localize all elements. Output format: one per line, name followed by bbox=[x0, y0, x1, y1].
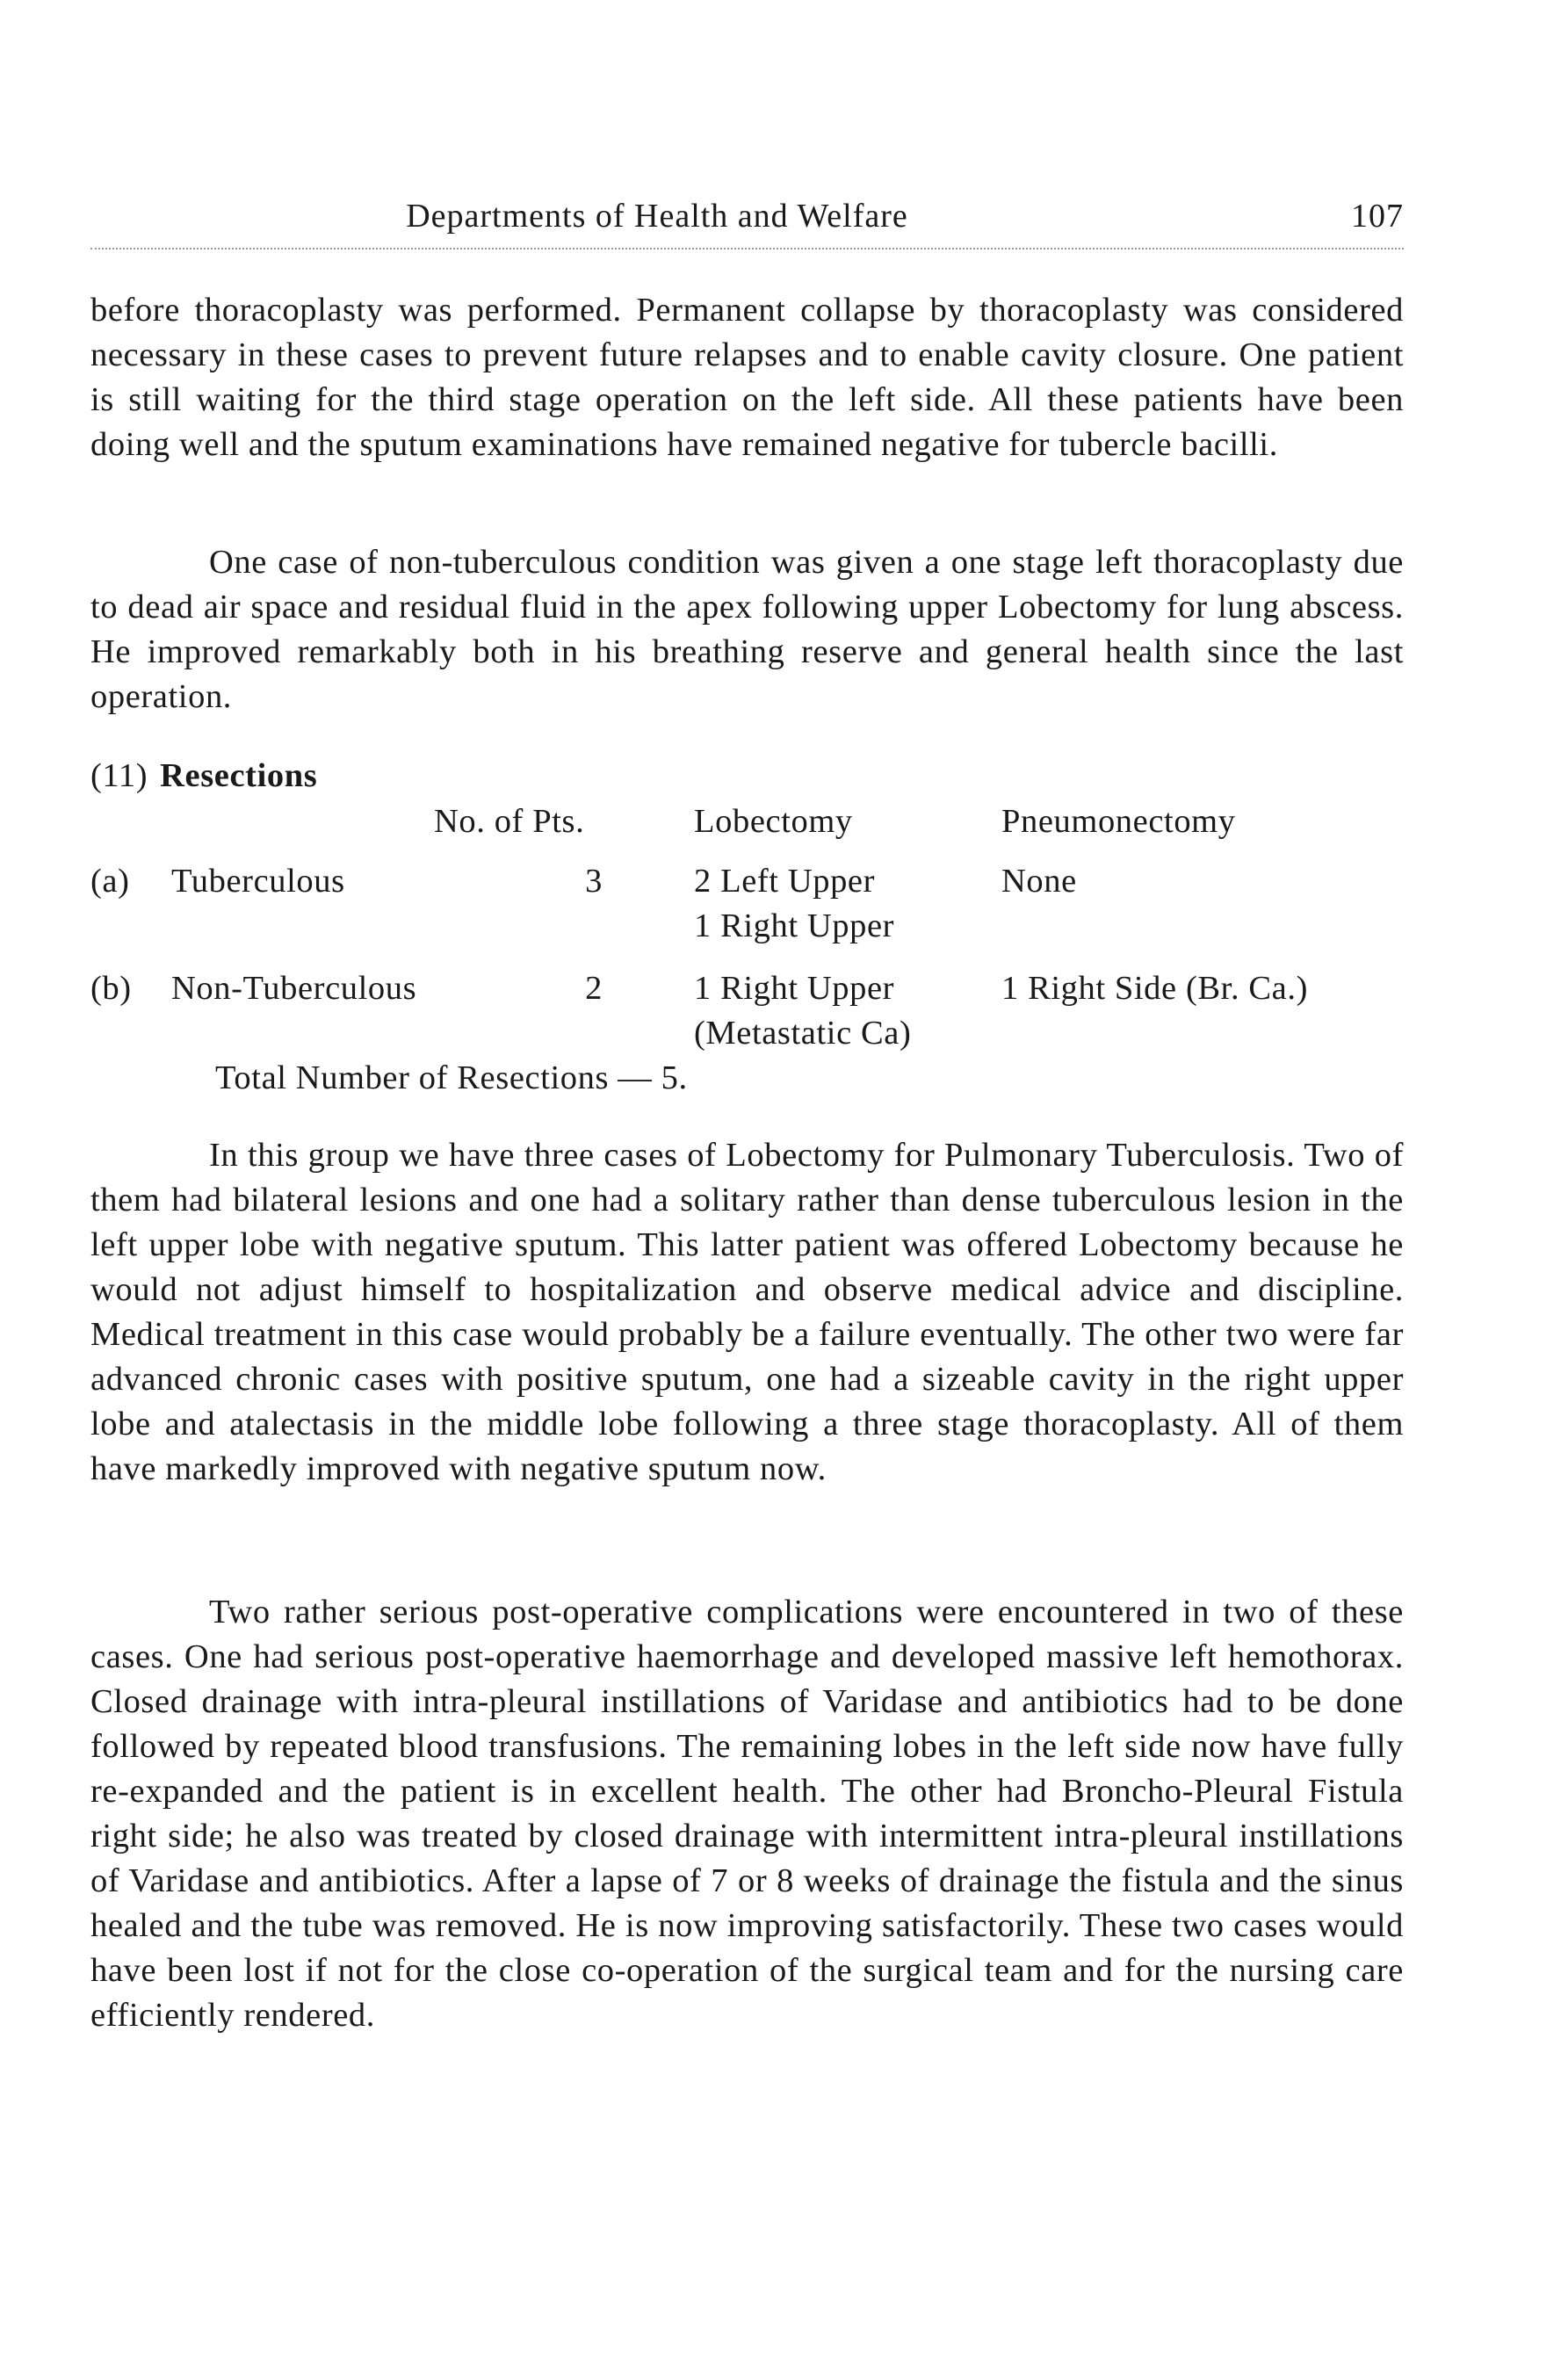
row-marker: (b) bbox=[90, 970, 132, 1007]
pneumonectomy-non-tuberculous: 1 Right Side (Br. Ca.) bbox=[1001, 970, 1309, 1007]
header-divider bbox=[90, 248, 1404, 249]
column-header-pneumonectomy: Pneumonectomy bbox=[1001, 803, 1236, 840]
paragraph-lobectomy-cases: In this group we have three cases of Lobectomy for Pulmonary Tuberculosis. Two of them had bilateral lesions and one had a solitary rather than dense tuberculous lesion in the left upper lobe with negative sputum. This latter patient was offered Lobectomy because he would not adjust himself to hospitalization and observe medical advice and discipline. Medical treatment in this case would probably be a failure eventually. The other two were far advanced chronic cases with positive sputum, one had a sizeable cavity in the right upper lobe and atalectasis in the middle lobe following a three stage thoracoplasty. All of them have markedly improved with negative sputum now. bbox=[90, 1137, 1404, 1487]
pneumonectomy-tuberculous: None bbox=[1001, 863, 1077, 900]
running-header bbox=[90, 193, 1404, 246]
lobectomy-tuberculous-line-1: 2 Left Upper bbox=[694, 863, 876, 900]
section-number: (11) bbox=[90, 757, 148, 794]
lobectomy-tuberculous-line-2: 1 Right Upper bbox=[694, 907, 895, 944]
page-number: 107 bbox=[1351, 198, 1404, 235]
row-label-tuberculous bbox=[90, 859, 345, 904]
lobectomy-non-tuberculous-line-1: 1 Right Upper bbox=[694, 970, 895, 1007]
column-header-patients: No. of Pts. bbox=[434, 803, 585, 840]
section-heading-resections bbox=[90, 754, 317, 799]
lobectomy-non-tuberculous-line-2: (Metastatic Ca) bbox=[694, 1015, 912, 1052]
row-label: Tuberculous bbox=[171, 863, 345, 900]
row-marker: (a) bbox=[90, 863, 130, 900]
running-header-title: Departments of Health and Welfare bbox=[406, 198, 908, 235]
row-label: Non-Tuberculous bbox=[171, 970, 417, 1007]
paragraph-non-tuberculous-case: One case of non-tuberculous condition was given a one stage left thoracoplasty due to dead air space and residual fluid in the apex following upper Lobectomy for lung abscess. He improved remarkably both in his breathing reserve and general health since the last operation. bbox=[90, 544, 1404, 715]
resections-total: Total Number of Resections — 5. bbox=[215, 1059, 688, 1096]
paragraph-thoracoplasty-continued: before thoracoplasty was performed. Permanent collapse by thoracoplasty was considered necessary in these cases to prevent future relapses and to enable cavity closure. One patient is still waiting for the third stage operation on the left side. All these patients have been doing well and the sputum examinations have remained negative for tubercle bacilli. bbox=[90, 292, 1404, 463]
row-label-non-tuberculous bbox=[90, 966, 416, 1011]
column-header-lobectomy: Lobectomy bbox=[694, 803, 853, 840]
patients-count-tuberculous: 3 bbox=[585, 863, 603, 900]
paragraph-complications: Two rather serious post-operative complications were encountered in two of these cases. One had serious post-operative haemorrhage and developed massive left hemothorax. Closed drainage with intra-pleural instillations of Varidase and antibiotics had to be done followed by repeated blood transfusions. The remaining lobes in the left side now have fully re-expanded and the patient is in excellent health. The other had Broncho-Pleural Fistula right side; he also was treated by closed drainage with intermittent intra-pleural instillations of Varidase and antibiotics. After a lapse of 7 or 8 weeks of drainage the fistula and the sinus healed and the tube was removed. He is now improving satisfactorily. These two cases would have been lost if not for the close co-operation of the surgical team and for the nursing care efficiently rendered. bbox=[90, 1594, 1404, 2034]
patients-count-non-tuberculous: 2 bbox=[585, 970, 603, 1007]
section-title: Resections bbox=[160, 757, 318, 794]
